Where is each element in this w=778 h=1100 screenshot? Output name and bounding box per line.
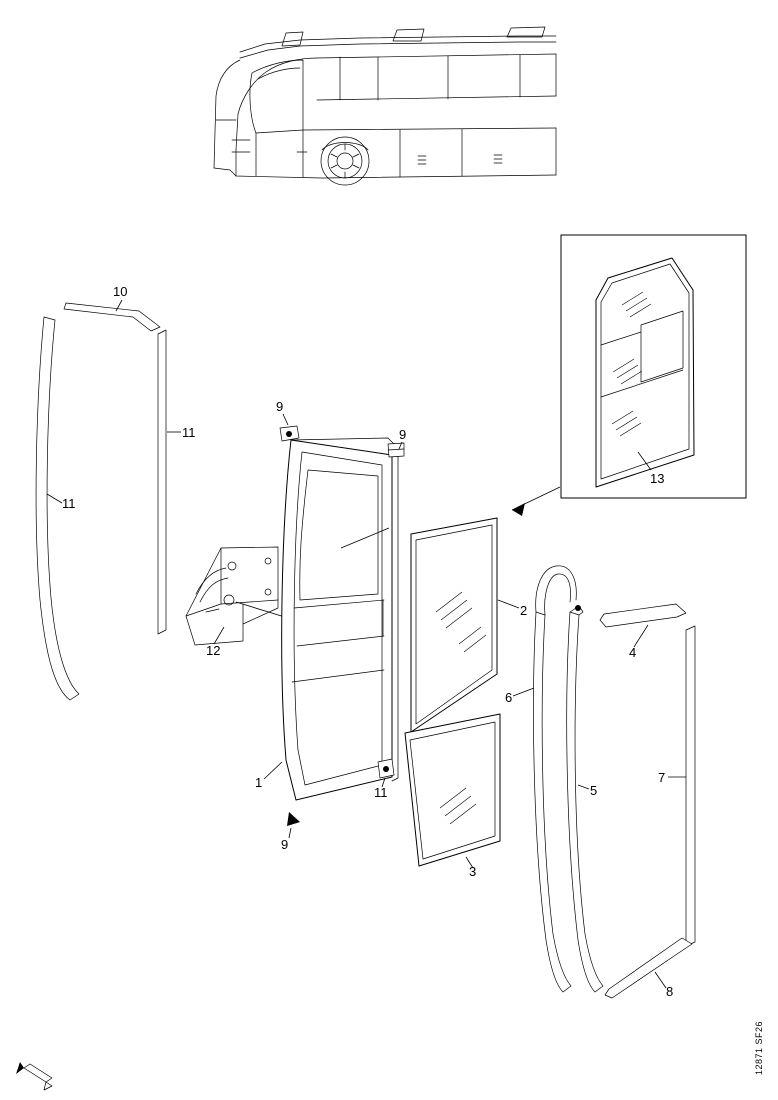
part-6-vertical-seal-front <box>505 566 576 992</box>
callout-7: 7 <box>658 770 666 785</box>
part-11-curved-pillar-trim <box>36 284 195 700</box>
callout-9-bottom: 9 <box>281 837 289 852</box>
callout-3: 3 <box>469 864 477 879</box>
callout-12: 12 <box>206 643 221 658</box>
part-1-door-frame-assembly <box>255 438 398 800</box>
callout-11-left: 11 <box>62 496 76 511</box>
part-5-vertical-seal-rear <box>567 605 603 992</box>
callout-4: 4 <box>629 645 637 660</box>
callout-5: 5 <box>590 783 598 798</box>
bus-side-elevation <box>214 27 556 185</box>
callout-9-top-left: 9 <box>276 399 284 414</box>
part-12-lock-mechanism-plate <box>186 547 288 658</box>
part-4-upper-trim-strip <box>600 604 686 660</box>
part-7-long-trim-rail <box>658 626 695 946</box>
sheet-code <box>754 1021 764 1075</box>
part-8-lower-trim-strip <box>605 938 692 999</box>
callout-6: 6 <box>505 690 513 705</box>
callout-1: 1 <box>255 775 263 790</box>
detail-inset <box>512 235 746 516</box>
callout-9-top-right: 9 <box>399 427 407 442</box>
callout-2: 2 <box>520 603 528 618</box>
callout-11-mid: 11 <box>182 425 196 440</box>
callout-11-top: 10 <box>113 284 128 299</box>
callout-10: 11 <box>374 785 388 800</box>
part-3-lower-window-glass <box>405 714 500 879</box>
callout-8: 8 <box>666 984 674 999</box>
orientation-arrow <box>16 1062 52 1090</box>
callout-13: 13 <box>650 471 665 486</box>
svg-text:12871 SF26: 12871 SF26 <box>754 1020 764 1075</box>
